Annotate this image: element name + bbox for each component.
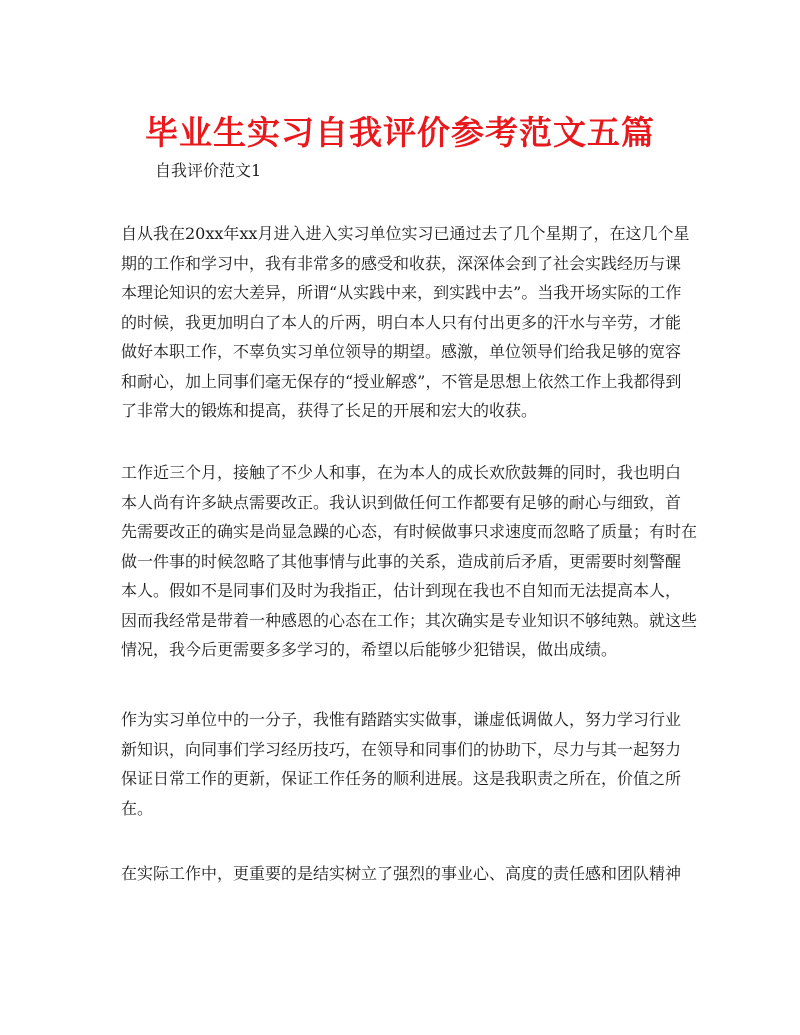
- paragraph-3: [121, 705, 681, 823]
- text-line: 先需要改正的确实是尚显急躁的心态，有时候做事只求速度而忽略了质量；有时在: [121, 522, 698, 541]
- text-line: 本人尚有许多缺点需要改正。我认识到做任何工作都要有足够的耐心与细致，首: [121, 492, 682, 512]
- text-line: 自从我在20xx年xx月进入进入实习单位实习已通过去了几个星期了，在这几个星: [121, 224, 690, 243]
- text-line: 作为实习单位中的一分子，我惟有踏踏实实做事，谦虚低调做人，努力学习行业: [121, 710, 682, 729]
- text-line: 工作近三个月，接触了不少人和事，在为本人的成长欢欣鼓舞的同时，我也明白: [121, 463, 682, 482]
- text-line: 和耐心，加上同事们毫无保存的“授业解惑”，不管是思想上依然工作上我都得到: [121, 371, 682, 391]
- text-line: 做好本职工作，不辜负实习单位领导的期望。感激，单位领导们给我足够的宽容: [121, 342, 682, 361]
- text-line: 在。: [121, 798, 154, 818]
- text-line: 情况，我今后更需要多多学习的，希望以后能够少犯错误，做出成绩。: [121, 640, 618, 659]
- text-line: 因而我经常是带着一种感恩的心态在工作；其次确实是专业知识不够纯熟。就这些: [121, 610, 698, 630]
- paragraph-4: [121, 859, 681, 889]
- document-title: 毕业生实习自我评价参考范文五篇: [145, 113, 655, 152]
- text-line: 本人。假如不是同事们及时为我指正，估计到现在我也不自知而无法提高本人，: [121, 581, 682, 600]
- text-line: 了非常大的锻炼和提高，获得了长足的开展和宏大的收获。: [121, 401, 538, 420]
- paragraph-2: [121, 458, 698, 665]
- paragraph-1: [121, 219, 690, 426]
- text-line: 保证日常工作的更新，保证工作任务的顺利进展。这是我职责之所在，价值之所: [121, 769, 682, 788]
- text-line: 新知识，向同事们学习经历技巧，在领导和同事们的协助下，尽力与其一起努力: [121, 739, 682, 759]
- text-line: 在实际工作中，更重要的是结实树立了强烈的事业心、高度的责任感和团队精神: [121, 864, 682, 883]
- text-line: 本理论知识的宏大差异，所谓“从实践中来，到实践中去”。当我开场实际的工作: [121, 283, 682, 302]
- text-line: 的时候，我更加明白了本人的斤两，明白本人只有付出更多的汗水与辛劳，才能: [121, 312, 682, 332]
- text-line: 期的工作和学习中，我有非常多的感受和收获，深深体会到了社会实践经历与课: [121, 253, 682, 273]
- section-subtitle: 自我评价范文1: [155, 161, 262, 180]
- text-line: 做一件事的时候忽略了其他事情与此事的关系，造成前后矛盾，更需要时刻警醒: [121, 551, 682, 571]
